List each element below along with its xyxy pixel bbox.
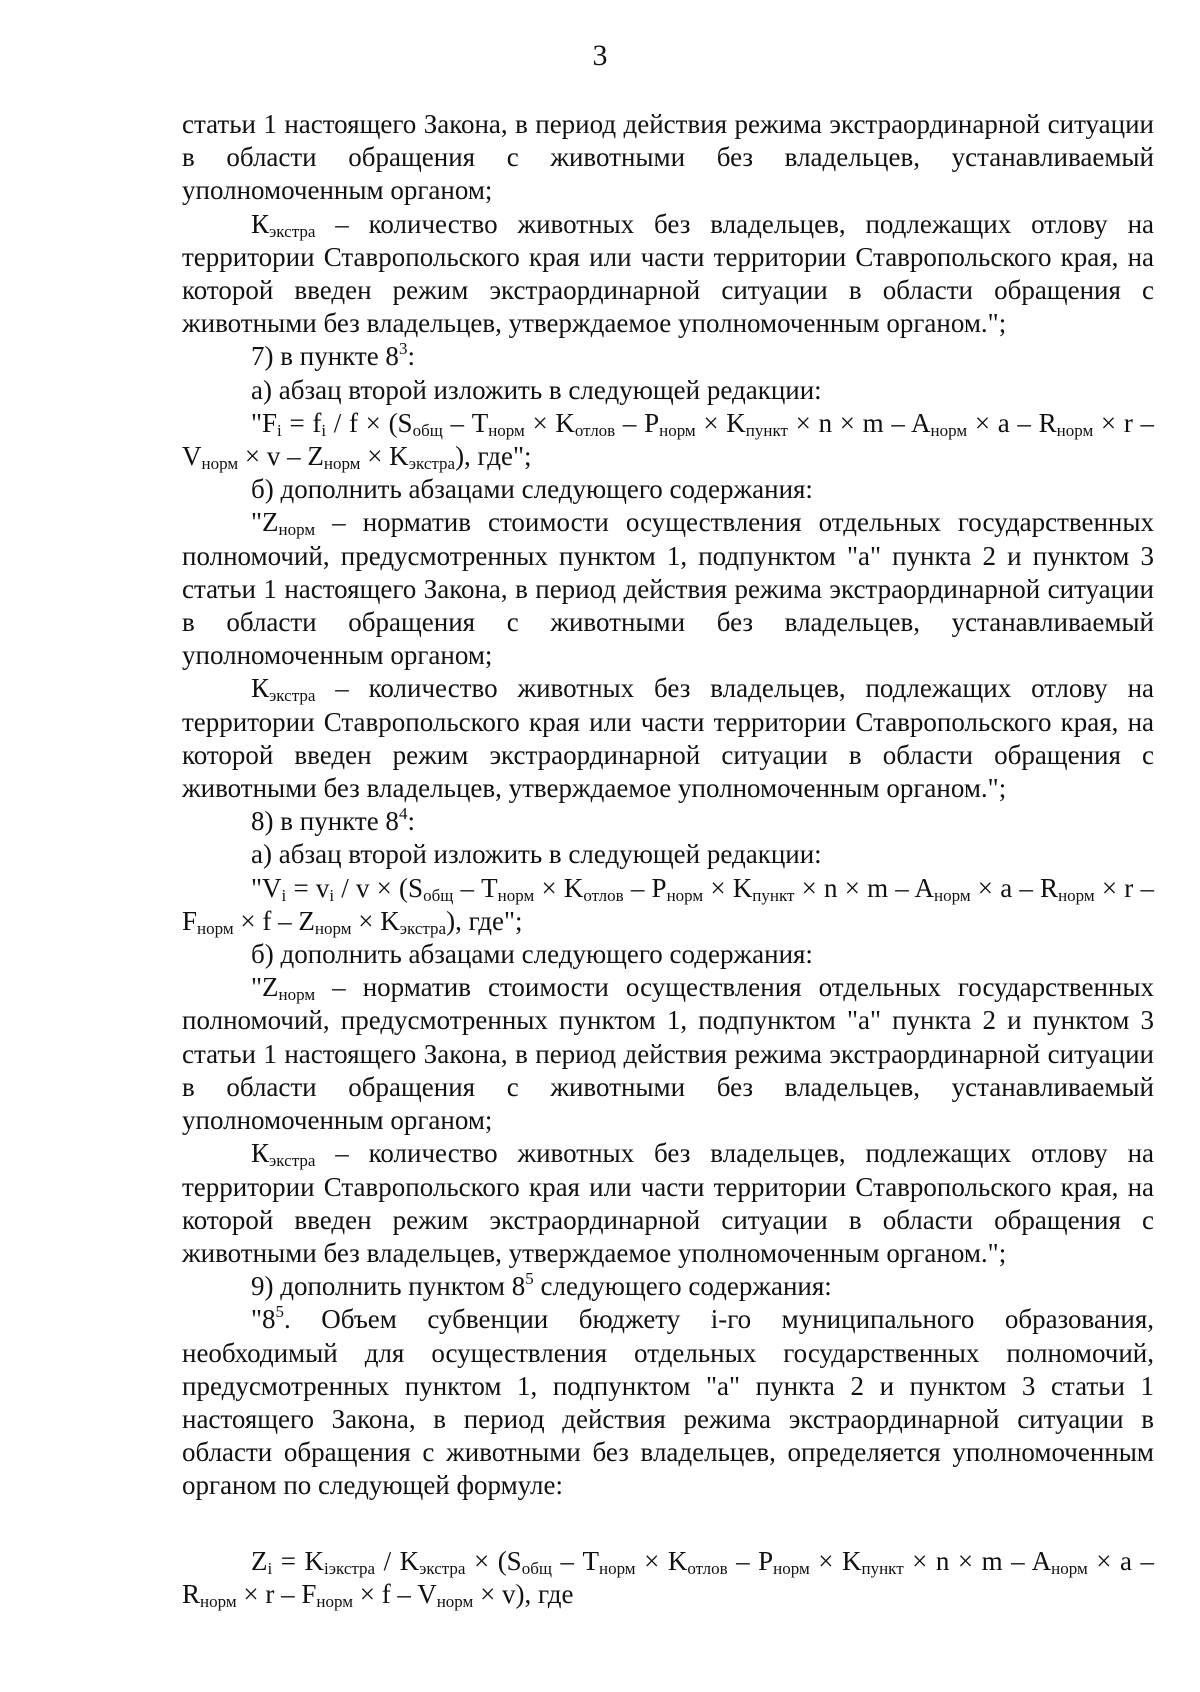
- subscript: норм: [497, 885, 535, 905]
- text-run: К: [251, 673, 270, 704]
- text-run: × n × m – A: [903, 1545, 1052, 1576]
- text-run: = v: [286, 872, 330, 903]
- text-run: статьи 1 настоящего Закона, в период действия режима экстраординарной ситуации в области обращения с животными без владельцев, устанавливаемый уполномоченным органом;: [182, 109, 1154, 206]
- text-run: × r – V: [182, 407, 1155, 472]
- text-run: – норматив стоимости осуществления отдельных государственных полномочий, предусмотренных пунктом 1, подпунктом "а" пункта 2 и пунктом 3 статьи 1 настоящего Закона, в период действия режима экстраординарной ситуации в области обращения с животными без владельцев, устанавливаемый уполномоченным органом;: [182, 507, 1154, 671]
- subscript: норм: [598, 1558, 636, 1578]
- text-run: × a – R: [182, 1545, 1154, 1609]
- text-run: следующего содержания:: [533, 1271, 832, 1302]
- subscript: i: [281, 885, 287, 905]
- text-run: – P: [623, 872, 667, 903]
- paragraph-p12: [182, 938, 1154, 971]
- text-run: б) дополнить абзацами следующего содержания:: [251, 474, 813, 505]
- subscript: экстра: [269, 221, 316, 241]
- text-run: × v), где: [473, 1578, 574, 1609]
- superscript: 4: [398, 804, 408, 824]
- subscript: норм: [278, 520, 316, 540]
- subscript: отлов: [583, 885, 624, 905]
- paragraph-p01: [182, 108, 1154, 208]
- text-run: – T: [551, 1545, 599, 1576]
- page-number: 3: [592, 39, 608, 72]
- text-run: × r – F: [236, 1578, 317, 1609]
- text-run: / v × (S: [334, 872, 424, 903]
- superscript: 5: [275, 1302, 285, 1322]
- text-run: × K: [534, 872, 584, 903]
- text-run: а) абзац второй изложить в следующей редакции:: [251, 839, 822, 870]
- subscript: iэкстра: [323, 1558, 376, 1578]
- text-run: "V: [251, 872, 282, 903]
- text-run: / K: [375, 1545, 420, 1576]
- subscript: норм: [1051, 1558, 1088, 1578]
- superscript: 5: [525, 1269, 534, 1289]
- paragraph-p03: [182, 340, 1154, 373]
- paragraph-p08: [182, 672, 1154, 805]
- text-run: 8) в пункте 8: [251, 806, 399, 837]
- document-body: [182, 108, 1154, 1611]
- paragraph-p06: [182, 473, 1154, 506]
- text-run: К: [251, 208, 270, 239]
- text-run: ), где";: [455, 441, 532, 472]
- subscript: норм: [314, 918, 352, 938]
- text-run: × f – Z: [233, 905, 315, 936]
- subscript: экстра: [419, 1558, 466, 1578]
- subscript: норм: [436, 1591, 474, 1611]
- subscript: норм: [278, 985, 316, 1005]
- subscript: норм: [659, 420, 696, 440]
- subscript: норм: [488, 420, 525, 440]
- text-run: – норматив стоимости осуществления отдельных государственных полномочий, предусмотренных пунктом 1, подпунктом "а" пункта 2 и пунктом 3 статьи 1 настоящего Закона, в период действия режима экстраординарной ситуации в области обращения с животными без владельцев, устанавливаемый уполномоченным органом;: [182, 972, 1154, 1136]
- subscript: норм: [666, 885, 704, 905]
- subscript: экстра: [269, 1151, 316, 1171]
- text-run: × K: [524, 407, 575, 438]
- subscript: i: [277, 420, 282, 440]
- text-run: :: [407, 341, 415, 372]
- subscript: пункт: [861, 1558, 904, 1578]
- text-run: × n × m – A: [794, 872, 934, 903]
- text-run: × K: [351, 905, 400, 936]
- text-run: . Объем субвенции бюджету i-го муниципального образования, необходимый для осуществления отдельных государственных полномочий, предусмотренных пунктом 1, подпунктом "а" пункта 2 и пунктом 3 статьи 1 настоящего Закона, в период действия режима экстраординарной ситуации в области обращения с животными без владельцев, определяется уполномоченным органом по следующей формуле:: [182, 1304, 1154, 1501]
- paragraph-p15: [182, 1270, 1154, 1303]
- text-run: 9) дополнить пунктом 8: [251, 1271, 526, 1302]
- text-run: :: [407, 806, 415, 837]
- text-run: б) дополнить абзацами следующего содержания:: [251, 939, 813, 970]
- paragraph-p07: [182, 506, 1154, 672]
- subscript: пункт: [745, 420, 788, 440]
- paragraph-p13: [182, 971, 1154, 1137]
- text-run: К: [251, 1138, 270, 1169]
- subscript: норм: [1056, 420, 1094, 440]
- text-run: Z: [251, 1545, 268, 1576]
- text-run: × K: [695, 407, 746, 438]
- text-run: "F: [251, 407, 278, 438]
- subscript: норм: [316, 1591, 353, 1611]
- subscript: норм: [1058, 885, 1095, 905]
- subscript: норм: [323, 454, 361, 474]
- text-run: 7) в пункте 8: [251, 341, 399, 372]
- text-run: – T: [442, 407, 489, 438]
- paragraph-p04: [182, 374, 1154, 407]
- paragraph-p17: [182, 1545, 1154, 1611]
- text-run: а) абзац второй изложить в следующей редакции:: [251, 374, 822, 405]
- subscript: норм: [197, 918, 234, 938]
- subscript: i: [329, 885, 335, 905]
- text-run: × a – R: [970, 872, 1059, 903]
- paragraph-p16: [182, 1303, 1154, 1502]
- subscript: норм: [773, 1558, 810, 1578]
- subscript: отлов: [574, 420, 616, 440]
- text-run: – количество животных без владельцев, подлежащих отлову на территории Ставропольского края или части территории Ставропольского края, на которой введен режим экстраординарной ситуации в области обращения с животными без владельцев, утверждаемое уполномоченным органом.";: [182, 208, 1154, 339]
- text-run: – P: [727, 1545, 774, 1576]
- paragraph-p14: [182, 1137, 1154, 1270]
- text-run: × K: [809, 1545, 862, 1576]
- subscript: экстра: [269, 686, 316, 706]
- text-run: × r – F: [182, 872, 1154, 936]
- text-run: "Z: [251, 507, 279, 538]
- text-run: "8: [251, 1304, 276, 1335]
- subscript: общ: [412, 420, 443, 440]
- text-run: ), где";: [446, 905, 523, 936]
- paragraph-p10: [182, 838, 1154, 871]
- paragraph-p05: [182, 407, 1154, 473]
- subscript: норм: [934, 885, 971, 905]
- text-run: – T: [453, 872, 498, 903]
- subscript: норм: [200, 1591, 237, 1611]
- subscript: экстра: [399, 918, 447, 938]
- text-run: × K: [360, 441, 409, 472]
- text-run: × n × m – A: [787, 407, 931, 438]
- text-run: = f: [281, 407, 322, 438]
- subscript: норм: [930, 420, 968, 440]
- subscript: общ: [423, 885, 454, 905]
- text-run: × v – Z: [238, 441, 324, 472]
- paragraph-p09: [182, 805, 1154, 838]
- text-run: × a – R: [967, 407, 1057, 438]
- subscript: общ: [521, 1558, 552, 1578]
- subscript: i: [267, 1558, 273, 1578]
- text-run: "Z: [251, 972, 279, 1003]
- text-run: × f – V: [352, 1578, 437, 1609]
- text-run: = K: [272, 1545, 324, 1576]
- paragraph-p02: [182, 208, 1154, 341]
- text-run: – количество животных без владельцев, подлежащих отлову на территории Ставропольского края или части территории Ставропольского края, на которой введен режим экстраординарной ситуации в области обращения с животными без владельцев, утверждаемое уполномоченным органом.";: [182, 673, 1154, 804]
- text-run: – P: [615, 407, 660, 438]
- subscript: экстра: [408, 454, 456, 474]
- text-run: × K: [703, 872, 753, 903]
- subscript: норм: [201, 454, 239, 474]
- text-run: × (S: [465, 1545, 522, 1576]
- subscript: пункт: [752, 885, 795, 905]
- text-run: / f × (S: [326, 407, 413, 438]
- subscript: i: [321, 420, 327, 440]
- text-run: – количество животных без владельцев, подлежащих отлову на территории Ставропольского края или части территории Ставропольского края, на которой введен режим экстраординарной ситуации в области обращения с животными без владельцев, утверждаемое уполномоченным органом.";: [182, 1138, 1154, 1268]
- superscript: 3: [398, 339, 408, 359]
- subscript: отлов: [687, 1558, 728, 1578]
- paragraph-p11: [182, 872, 1154, 938]
- text-run: × K: [635, 1545, 688, 1576]
